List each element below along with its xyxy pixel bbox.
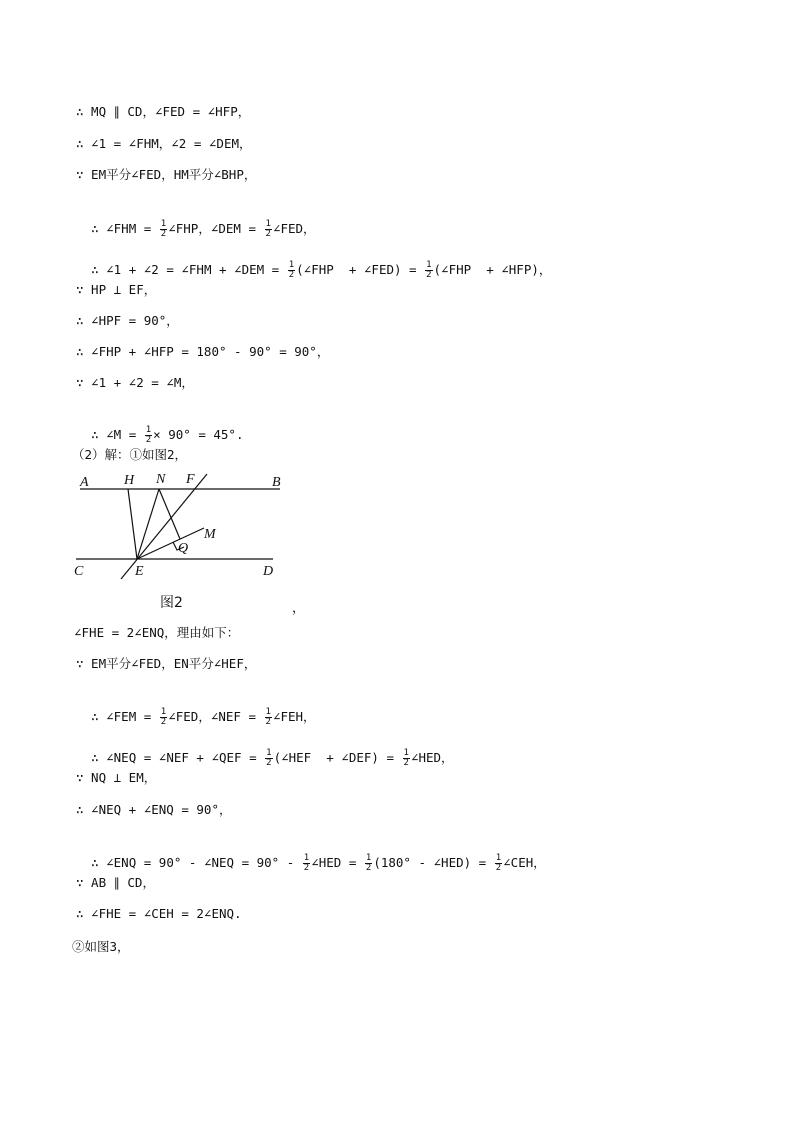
line-text: ∴ ∠FHP + ∠HFP = 180° - 90° = 90°，	[76, 344, 330, 359]
fraction-half	[403, 749, 410, 768]
line-text: (∠FHP + ∠HFP)，	[433, 262, 552, 277]
frac-den: 2	[265, 717, 271, 727]
proof-line-14	[76, 692, 316, 727]
label-a: A	[80, 475, 89, 490]
line-text: ∴ ∠FHE = ∠CEH = 2∠ENQ.	[76, 906, 242, 921]
frac-num: 1	[495, 853, 502, 863]
frac-num: 1	[265, 707, 271, 717]
figure-2-diagram	[70, 466, 290, 586]
line-text: ∴ ∠M =	[91, 427, 144, 442]
segment-ne	[137, 489, 159, 559]
line-text: ∵ EM平分∠FED，HM平分∠BHP，	[76, 167, 257, 182]
proof-line-3	[76, 167, 256, 183]
fraction-half	[145, 426, 152, 445]
fraction-half	[495, 854, 502, 873]
label-e: E	[135, 564, 144, 579]
line-text: ∠FED，∠NEF =	[168, 709, 264, 724]
proof-line-20	[76, 906, 242, 922]
line-text: ∠FHE = 2∠ENQ，理由如下：	[74, 625, 240, 640]
frac-den: 2	[495, 863, 502, 873]
frac-num: 1	[403, 748, 409, 758]
line-text: ∵ EM平分∠FED，EN平分∠HEF，	[76, 656, 257, 671]
proof-line-5	[76, 245, 551, 280]
proof-line-9	[76, 375, 194, 391]
proof-line-19	[76, 875, 155, 891]
proof-line-6	[76, 282, 156, 298]
figure-trailing-comma: ，	[292, 601, 306, 616]
frac-den: 2	[403, 758, 409, 768]
label-c: C	[74, 564, 84, 579]
ray-em	[137, 528, 204, 559]
line-text: ∴ ∠HPF = 90°，	[76, 313, 179, 328]
proof-line-16	[76, 770, 156, 786]
fraction-half	[303, 854, 310, 873]
label-f: F	[186, 472, 195, 487]
line-text: ②如图3，	[72, 939, 130, 954]
fraction-half	[160, 220, 167, 239]
line-text: ∠HED =	[311, 855, 364, 870]
line-text: ∴ ∠FHM =	[91, 221, 159, 236]
line-text: ∵ ∠1 + ∠2 = ∠M，	[76, 375, 194, 390]
fraction-half	[265, 749, 272, 768]
proof-line-7	[76, 313, 179, 329]
line-text: (180° - ∠HED) =	[373, 855, 494, 870]
label-m: M	[204, 527, 216, 542]
line-text: (∠FHP + ∠FED) =	[296, 262, 425, 277]
frac-num: 1	[303, 853, 310, 863]
frac-den: 2	[265, 229, 271, 239]
frac-den: 2	[266, 758, 272, 768]
line-text: ∴ ∠1 = ∠FHM，∠2 = ∠DEM，	[76, 136, 252, 151]
line-text: ∴ MQ ∥ CD，∠FED = ∠HFP，	[76, 104, 251, 119]
frac-den: 2	[160, 229, 167, 239]
frac-den: 2	[288, 270, 295, 280]
proof-line-17	[76, 802, 232, 818]
frac-den: 2	[303, 863, 310, 873]
line-text: ∠CEH，	[503, 855, 546, 870]
fraction-half	[160, 708, 167, 727]
line-text: ∠HED，	[410, 750, 454, 765]
proof-line-8	[76, 344, 329, 360]
proof-line-18	[76, 838, 546, 873]
fraction-half	[365, 854, 372, 873]
line-text: ∵ NQ ⊥ EM，	[76, 770, 157, 785]
part-2-heading	[72, 447, 187, 463]
proof-line-12	[74, 625, 239, 641]
frac-num: 1	[160, 707, 167, 717]
frac-den: 2	[160, 717, 167, 727]
line-text: ∴ ∠ENQ = 90° - ∠NEQ = 90° -	[91, 855, 302, 870]
frac-num: 1	[265, 219, 271, 229]
frac-num: 1	[266, 748, 272, 758]
frac-den: 2	[426, 270, 432, 280]
line-text: ∠FHP，∠DEM =	[168, 221, 264, 236]
frac-num: 1	[288, 260, 295, 270]
segment-nq	[159, 489, 180, 539]
frac-num: 1	[426, 260, 432, 270]
proof-line-15	[76, 733, 454, 768]
line-text: ∵ AB ∥ CD，	[76, 875, 155, 890]
proof-line-4	[76, 204, 316, 239]
proof-line-10	[76, 410, 243, 445]
frac-den: 2	[365, 863, 372, 873]
line-text: (∠HEF + ∠DEF) =	[273, 750, 402, 765]
line-text: ∴ ∠FEM =	[91, 709, 159, 724]
proof-line-13	[76, 656, 256, 672]
proof-line-2	[76, 136, 252, 152]
part-2-figure-3-heading	[72, 939, 130, 955]
label-h: H	[124, 473, 135, 488]
label-d: D	[263, 564, 274, 579]
fraction-half	[288, 261, 295, 280]
fraction-half	[425, 261, 432, 280]
line-text: ∴ ∠1 + ∠2 = ∠FHM + ∠DEM =	[91, 262, 287, 277]
line-text: ∠FEH，	[272, 709, 316, 724]
frac-den: 2	[145, 435, 152, 445]
label-n: N	[156, 472, 166, 487]
figure-caption: 图2	[160, 595, 183, 611]
frac-num: 1	[145, 425, 152, 435]
label-q: Q	[178, 541, 189, 556]
frac-num: 1	[160, 219, 167, 229]
fraction-half	[265, 708, 272, 727]
line-text: （2）解：①如图2，	[72, 447, 188, 462]
line-text: ∵ HP ⊥ EF，	[76, 282, 157, 297]
segment-he	[128, 489, 137, 559]
label-b: B	[272, 475, 281, 490]
line-ef	[121, 474, 207, 579]
frac-num: 1	[365, 853, 372, 863]
proof-line-1	[76, 104, 250, 120]
line-text: ∴ ∠NEQ + ∠ENQ = 90°，	[76, 802, 232, 817]
line-text: ∴ ∠NEQ = ∠NEF + ∠QEF =	[91, 750, 265, 765]
line-text: × 90° = 45°.	[153, 427, 244, 442]
fraction-half	[265, 220, 272, 239]
line-text: ∠FED，	[272, 221, 316, 236]
